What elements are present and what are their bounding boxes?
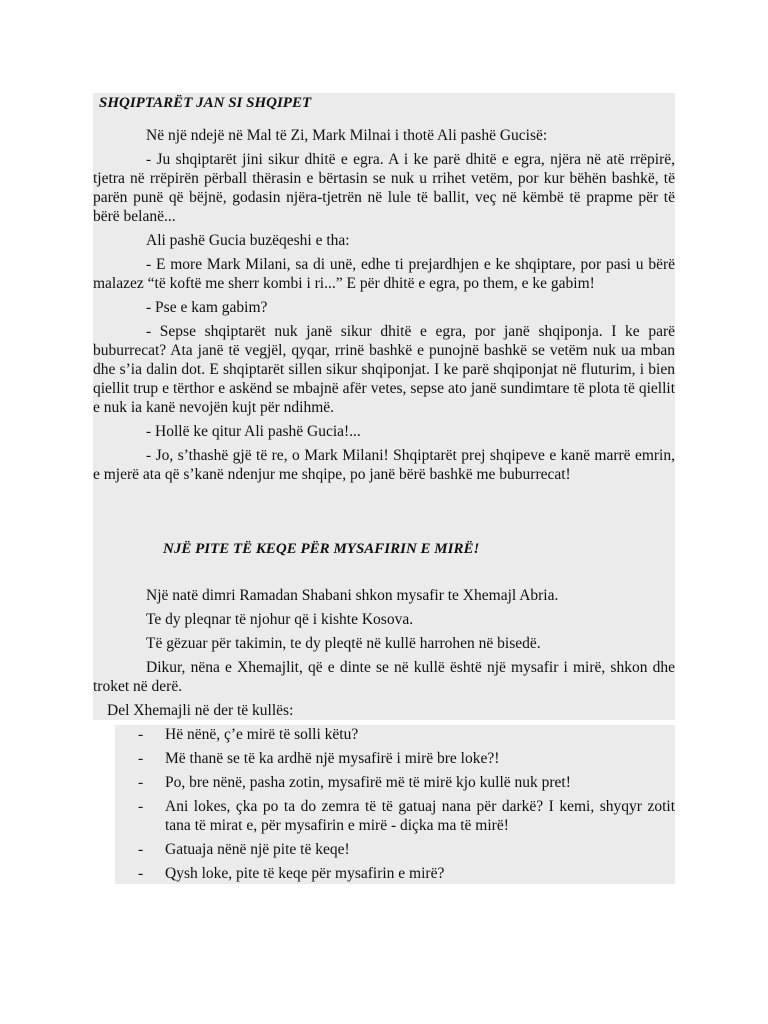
paragraph: Te dy pleqnar të njohur që i kishte Kosova.: [146, 611, 414, 628]
dialogue-line: - Qysh loke, pite të keqe për mysafirin e mirë?: [138, 865, 445, 882]
dialogue-line: - Ani lokes, çka po ta do zemra të të gatuaj nana për darkë? I kemi, shyqyr zotit tana të mirat e, për mysafirin e mirë - diçka ma të mirë!: [138, 798, 675, 834]
story1-title: SHQIPTARËT JAN SI SHQIPET: [99, 95, 312, 111]
dialogue-line: - Gatuaja nënë një pite të keqe!: [138, 841, 350, 858]
document-page: [93, 93, 675, 884]
dialogue-lead: Del Xhemajli në der të kullës:: [107, 702, 294, 719]
dialogue-list: [115, 725, 675, 884]
dialogue-line: - Më thanë se të ka ardhë një mysafirë i mirë bre loke?!: [138, 750, 500, 767]
paragraph: Dikur, nëna e Xhemajlit, që e dinte se në kullë është një mysafir i mirë, shkon dhe troket në derë.: [93, 659, 675, 695]
story2-title: NJË PITE TË KEQE PËR MYSAFIRIN E MIRË!: [163, 541, 480, 557]
paragraph: Ali pashë Gucia buzëqeshi e tha:: [146, 232, 350, 249]
paragraph: - Hollë ke qitur Ali pashë Gucia!...: [146, 423, 361, 440]
paragraph: - Ju shqiptarët jini sikur dhitë e egra. A i ke parë dhitë e egra, njëra në atë rrëpirë, tjetra në rrëpirën përball thërasin e bërtasin se nuk u rrihet vetëm, por kur bëhën bashkë, të parën punë që bëjnë, godasin njëra-tjetrën në lule të ballit, veç në këmbë të prapme për të bërë belanë...: [93, 151, 675, 225]
paragraph: Të gëzuar për takimin, te dy pleqtë në kullë harrohen në bisedë.: [146, 635, 541, 652]
dialogue-line: - Hë nënë, ç’e mirë të solli këtu?: [138, 726, 359, 743]
paragraph: - Pse e kam gabim?: [146, 299, 268, 316]
paragraph: - E more Mark Milani, sa di unë, edhe ti prejardhjen e ke shqiptare, por pasi u bërë malazez “të koftë me sherr kombi i ri...” E për dhitë e egra, po them, e ke gabim!: [93, 256, 675, 292]
paragraph: - Sepse shqiptarët nuk janë sikur dhitë e egra, por janë shqiponja. I ke parë buburrecat? Ata janë të vegjël, qyqar, rrinë bashkë e punojnë bashkë se vetëm nuk ua mban dhe s’ia dalin dot. E shqiptarët sillen sikur shqiponjat. I ke parë shqiponjat në fluturim, i bien qiellit trup e tërthor e askënd se mbajnë afër vetes, sepse ato janë sundimtare të plota të qiellit e nuk ia kanë nevojën kujt për ndihmë.: [93, 323, 675, 416]
paragraph: - Jo, s’thashë gjë të re, o Mark Milani! Shqiptarët prej shqipeve e kanë marrë emrin, e mjerë ata që s’kanë ndenjur me shqipe, po janë bërë bashkë me buburrecat!: [93, 447, 675, 483]
document-body: [93, 93, 675, 720]
paragraph: Një natë dimri Ramadan Shabani shkon mysafir te Xhemajl Abria.: [146, 587, 559, 604]
paragraph: Në një ndejë në Mal të Zi, Mark Milnai i thotë Ali pashë Gucisë:: [146, 127, 548, 144]
dialogue-line: - Po, bre nënë, pasha zotin, mysafirë më të mirë kjo kullë nuk pret!: [138, 774, 571, 791]
